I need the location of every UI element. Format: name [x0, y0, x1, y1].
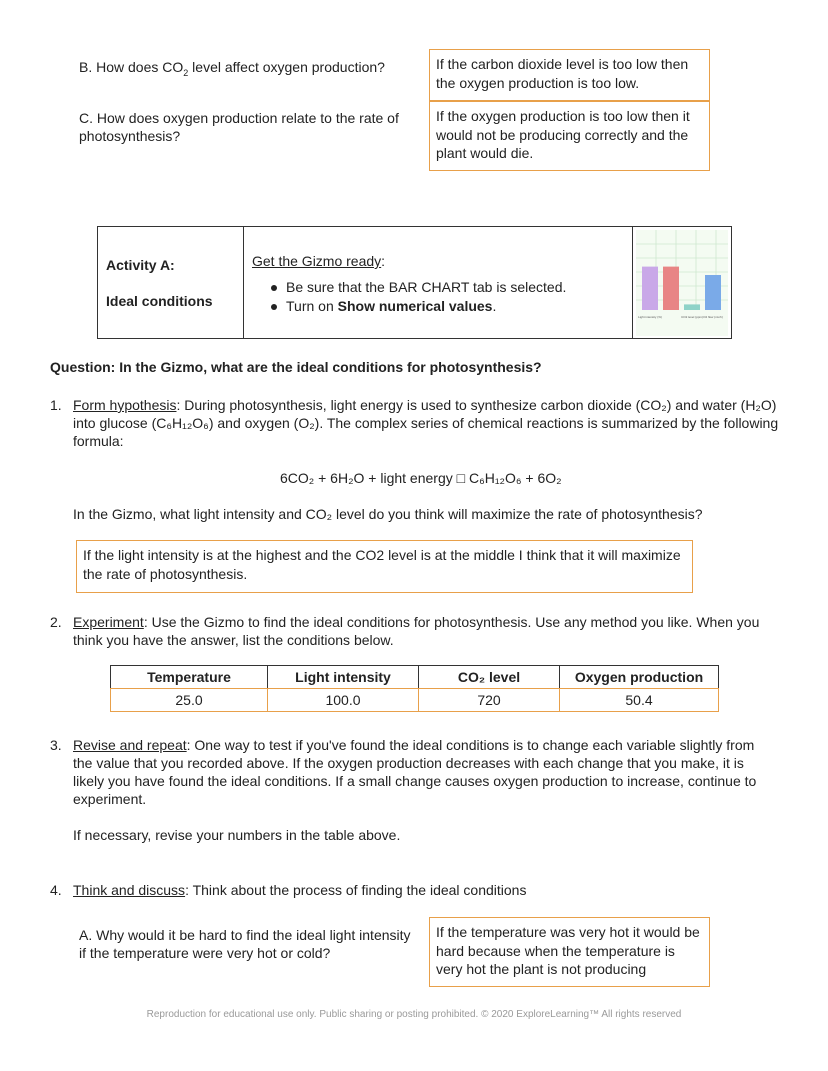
answer-box-4a[interactable] [429, 917, 710, 987]
footer-copyright: Reproduction for educational use only. Public sharing or posting prohibited. © 2020 ExploreLearning™ All rights reserved [146, 1009, 682, 1020]
answer-hypothesis-text: If the light intensity is at the highest and the CO2 level is at the middle I think that it will maximize the rate of photosynthesis. [83, 547, 681, 582]
header-oxygen-production: Oxygen production [560, 666, 719, 689]
item1-text: Form hypothesis: During photosynthesis, light energy is used to synthesize carbon dioxide (CO₂) and water (H₂O) into glucose (C₆H₁₂O₆) and oxygen (O₂). The complex series of chemical reactions is summarized by the following formula: [73, 397, 779, 449]
answer-c-text: If the oxygen production is too low then it would not be producing correctly and the plant would die. [436, 108, 690, 161]
header-co2-level: CO₂ level [419, 666, 560, 689]
item1-prompt: In the Gizmo, what light intensity and CO₂ level do you think will maximize the rate of photosynthesis? [73, 506, 703, 522]
item3-note: If necessary, revise your numbers in the table above. [73, 827, 401, 843]
bar-chart-thumbnail [636, 230, 728, 336]
item2-number: 2. [50, 614, 62, 630]
table-row [111, 689, 719, 712]
conditions-table [110, 665, 719, 712]
activity-divider-2 [632, 227, 633, 338]
instruction-bar-chart: Be sure that the BAR CHART tab is selected. [268, 278, 628, 297]
thumb-bar-label: Light intensity (%) [638, 315, 662, 319]
item3-number: 3. [50, 737, 62, 753]
answer-4a-text: If the temperature was very hot it would be hard because when the temperature is very hot the plant is not producing [436, 924, 700, 977]
cell-co2-level[interactable]: 720 [419, 689, 560, 712]
activity-divider-1 [243, 227, 244, 338]
header-light-intensity: Light intensity [268, 666, 419, 689]
cell-oxygen-production[interactable]: 50.4 [560, 689, 719, 712]
question-c: C. How does oxygen production relate to the rate of photosynthesis? [79, 110, 399, 144]
thumb-bar [642, 267, 658, 310]
item1-number: 1. [50, 397, 62, 413]
instruction-numerical: Turn on Show numerical values. [268, 297, 628, 316]
item4-text: Think and discuss: Think about the process of finding the ideal conditions [73, 882, 527, 898]
question-b: B. How does $CO_2$ level affect oxygen production? [79, 59, 385, 78]
item2-text: Experiment: Use the Gizmo to find the ideal conditions for photosynthesis. Use any method you like. When you think you have the answer, list the conditions below. [73, 614, 760, 648]
thumb-bar-label: CO2 level (ppm) [681, 315, 703, 319]
item4-number: 4. [50, 882, 62, 898]
main-question: Question: In the Gizmo, what are the ideal conditions for photosynthesis? [50, 359, 542, 375]
answer-box-c[interactable] [429, 101, 710, 171]
cell-temperature[interactable]: 25.0 [111, 689, 268, 712]
answer-box-b[interactable] [429, 49, 710, 101]
answer-b-text: If the carbon dioxide level is too low then the oxygen production is too low. [436, 56, 689, 91]
thumb-bar [684, 304, 700, 310]
cell-light-intensity[interactable]: 100.0 [268, 689, 419, 712]
answer-box-hypothesis[interactable] [76, 540, 693, 593]
header-temperature: Temperature [111, 666, 268, 689]
activity-instructions [268, 278, 628, 316]
activity-subtitle: Ideal conditions [106, 293, 213, 309]
activity-box [97, 226, 732, 339]
thumb-bar-label: O2 flow (mL/h) [703, 315, 723, 319]
question-4a: A. Why would it be hard to find the ideal light intensity if the temperature were very hot or cold? [79, 927, 411, 961]
thumb-bar [663, 267, 679, 310]
gizmo-ready-heading: Get the Gizmo ready: [252, 253, 386, 269]
thumb-bar [705, 275, 721, 310]
activity-title: Activity A: [106, 257, 175, 273]
item3-text: Revise and repeat: One way to test if you've found the ideal conditions is to change each variable slightly from the value that you recorded above. If the oxygen production decreases with each change that you make, it is likely you have found the ideal conditions. If a small change causes oxygen production to increase, continue to experiment. [73, 737, 757, 807]
table-header-row [111, 666, 719, 689]
photosynthesis-formula: 6CO₂ + 6H₂O + light energy □ C₆H₁₂O₆ + 6O₂ [280, 470, 562, 486]
